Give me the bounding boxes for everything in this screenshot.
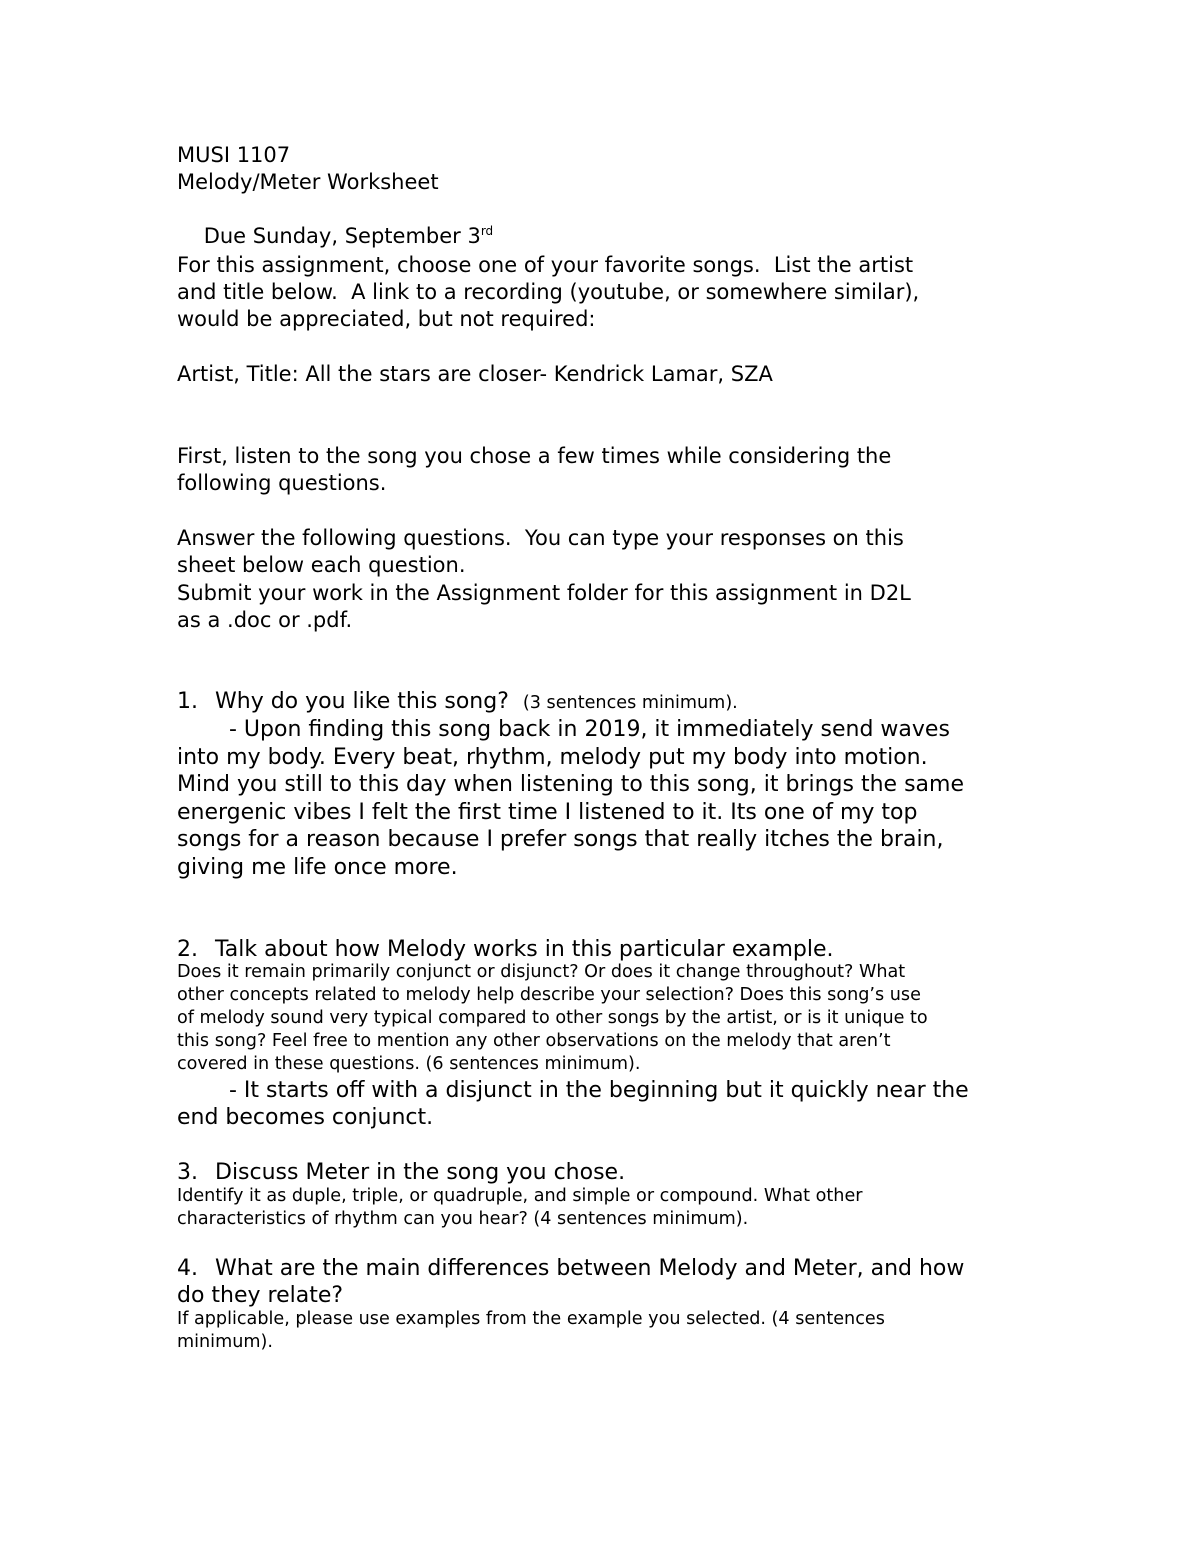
listen-line-1: First, listen to the song you chose a few times while considering the: [177, 444, 892, 468]
question-1-answer-line: giving me life once more.: [177, 855, 458, 880]
question-2-text: Talk about how Melody works in this particular example.: [215, 937, 834, 962]
due-date-suffix: rd: [480, 224, 494, 238]
course-code: MUSI 1107: [177, 143, 291, 167]
question-1-answer-line: Mind you still to this day when listening to this song, it brings the same: [177, 772, 964, 797]
question-2-number: 2.: [177, 937, 198, 962]
question-3-prompt-line: Identify it as duple, triple, or quadruple, and simple or compound. What other: [177, 1186, 863, 1206]
question-1-answer-line: songs for a reason because I prefer songs that really itches the brain,: [177, 827, 944, 852]
question-4-number: 4.: [177, 1256, 198, 1281]
artist-title: Artist, Title: All the stars are closer- Kendrick Lamar, SZA: [177, 362, 773, 386]
answer-line-1: Answer the following questions. You can type your responses on this: [177, 526, 904, 550]
question-3-prompt-line: characteristics of rhythm can you hear? (4 sentences minimum).: [177, 1209, 749, 1229]
question-4-text: What are the main differences between Melody and Meter, and how: [215, 1256, 965, 1281]
question-2-answer-line: end becomes conjunct.: [177, 1105, 434, 1130]
question-2-prompt-line: other concepts related to melody help describe your selection? Does this song’s use: [177, 985, 921, 1005]
submit-line-2: as a .doc or .pdf.: [177, 608, 353, 632]
question-2-heading: [177, 936, 834, 963]
question-1-answer-line: energenic vibes I felt the first time I listened to it. Its one of my top: [177, 800, 918, 825]
intro-line-3: would be appreciated, but not required:: [177, 307, 596, 331]
question-4-heading: [177, 1255, 964, 1282]
intro-line-1: For this assignment, choose one of your favorite songs. List the artist: [177, 253, 914, 277]
question-2-prompt-line: Does it remain primarily conjunct or disjunct? Or does it change throughout? What: [177, 962, 906, 982]
question-4-prompt-line: minimum).: [177, 1332, 273, 1352]
due-date-text: Due Sunday, September 3: [203, 224, 481, 248]
question-4-prompt-line: If applicable, please use examples from the example you selected. (4 sentences: [177, 1309, 885, 1329]
question-1-number: 1.: [177, 689, 198, 714]
worksheet-title: Melody/Meter Worksheet: [177, 170, 439, 194]
listen-line-2: following questions.: [177, 471, 387, 495]
question-4-heading-line-2: do they relate?: [177, 1283, 344, 1308]
question-1-heading: [177, 688, 738, 717]
question-2-answer-line: - It starts off with a disjunct in the beginning but it quickly near the: [229, 1078, 969, 1103]
intro-line-2: and title below. A link to a recording (youtube, or somewhere similar),: [177, 280, 920, 304]
submit-line-1: Submit your work in the Assignment folder for this assignment in D2L: [177, 581, 911, 605]
question-1-text: Why do you like this song?: [215, 689, 509, 714]
question-2-prompt-line: of melody sound very typical compared to other songs by the artist, or is it unique to: [177, 1008, 928, 1028]
question-1-answer-line: into my body. Every beat, rhythm, melody put my body into motion.: [177, 745, 928, 770]
question-1-note: (3 sentences minimum).: [522, 693, 738, 713]
question-1-answer-line: - Upon finding this song back in 2019, it immediately send waves: [229, 717, 950, 742]
answer-line-2: sheet below each question.: [177, 553, 466, 577]
question-3-heading: [177, 1159, 625, 1186]
question-3-text: Discuss Meter in the song you chose.: [215, 1160, 626, 1185]
question-2-prompt-line: covered in these questions. (6 sentences minimum).: [177, 1054, 641, 1074]
question-3-number: 3.: [177, 1160, 198, 1185]
question-2-prompt-line: this song? Feel free to mention any other observations on the melody that aren’t: [177, 1031, 891, 1051]
